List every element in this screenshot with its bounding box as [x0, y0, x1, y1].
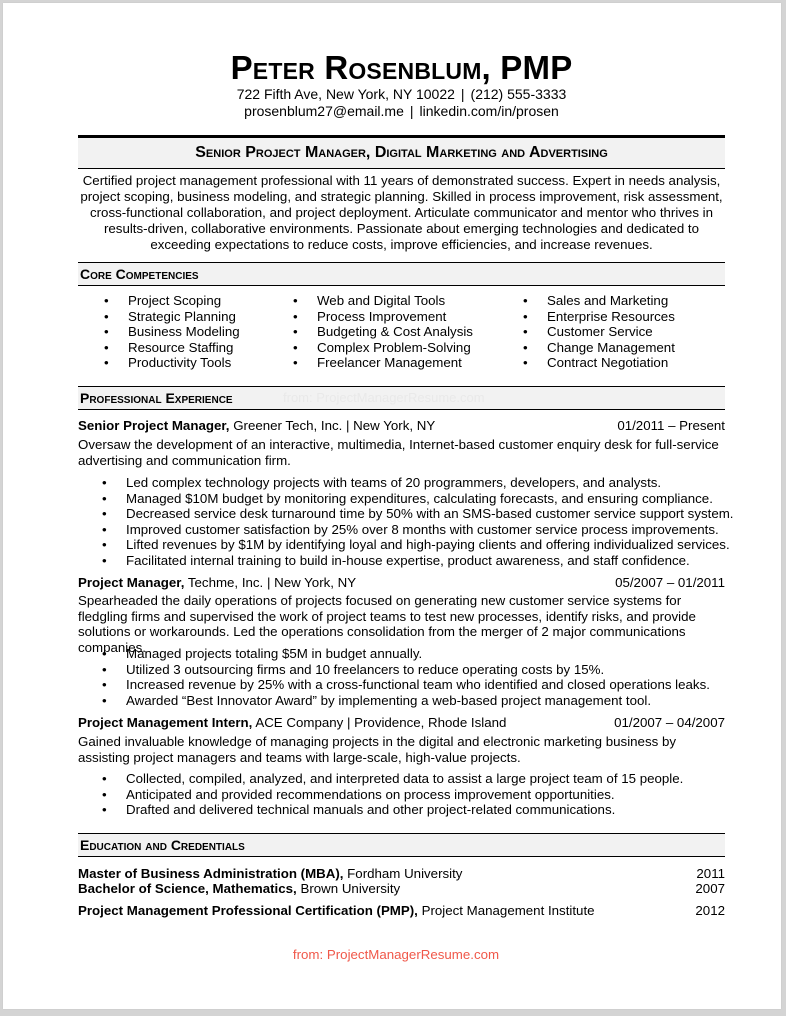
job-description: Gained invaluable knowledge of managing projects in the digital and electronic marketing business by assisting project managers and teams with large-scale, high-value projects. [78, 734, 676, 765]
competency-item: • Resource Staffing [104, 340, 240, 356]
job-header [78, 715, 725, 731]
job-company: Greener Tech, Inc. | New York, NY [229, 418, 436, 433]
watermark-text: from: ProjectManagerResume.com [283, 390, 485, 405]
competencies-column-1 [104, 293, 240, 371]
achievement-item: • Managed projects totaling $5M in budget annually. [102, 646, 725, 662]
job-title: Senior Project Manager, [78, 418, 230, 433]
source-credit: from: ProjectManagerResume.com [292, 947, 500, 962]
section-heading-competencies [78, 262, 725, 286]
education-item [78, 866, 725, 882]
education-year: 2011 [696, 866, 725, 881]
job-achievements [102, 771, 725, 818]
competency-item: • Sales and Marketing [523, 293, 675, 309]
achievement-item: • Utilized 3 outsourcing firms and 10 freelancers to reduce operating costs by 15%. [102, 662, 725, 678]
job-description: Spearheaded the daily operations of projects focused on generating new customer service systems for fledgling firms and supervised the work of project teams to test new processes, identify risks, and provide solutions or workarounds. Led the operations consolidation from the merger of 2 major communications companies. [78, 593, 696, 655]
address: 722 Fifth Ave, New York, NY 10022 [236, 86, 455, 102]
competency-item: • Enterprise Resources [523, 309, 675, 325]
competency-item: • Complex Problem-Solving [293, 340, 473, 356]
issuer: Project Management Institute [417, 903, 595, 918]
email: prosenblum27@email.me [244, 103, 404, 119]
education-item [78, 881, 725, 897]
education-year: 2012 [695, 903, 725, 918]
section-heading-experience [78, 386, 725, 410]
separator: | [460, 86, 465, 102]
job-header [78, 418, 725, 434]
job-header [78, 575, 725, 591]
competencies-column-2 [293, 293, 473, 371]
competency-item: • Contract Negotiation [523, 355, 675, 371]
achievement-item: • Lifted revenues by $1M by identifying loyal and high-paying clients and offering individualized services. [102, 537, 725, 553]
contact-line-1 [78, 86, 725, 103]
achievement-item: • Increased revenue by 25% with a cross-functional team who identified and closed operations leaks. [102, 677, 725, 693]
job-dates: 01/2011 – Present [617, 418, 725, 433]
achievement-item: • Managed $10M budget by monitoring expenditures, calculating forecasts, and ensuring compliance. [102, 491, 725, 507]
job-dates: 01/2007 – 04/2007 [614, 715, 725, 730]
achievement-item: • Led complex technology projects with teams of 20 programmers, developers, and analysts. [102, 475, 725, 491]
competency-item: • Change Management [523, 340, 675, 356]
separator: | [409, 103, 414, 119]
education-item [78, 903, 725, 919]
job-title: Project Management Intern, [78, 715, 253, 730]
candidate-name: Peter Rosenblum, PMP [230, 49, 573, 86]
professional-title: Senior Project Manager, Digital Marketing and Advertising [78, 135, 725, 169]
phone: (212) 555-3333 [470, 86, 567, 102]
contact-line-2 [78, 103, 725, 120]
job-description: Oversaw the development of an interactive, multimedia, Internet-based customer enquiry desk for full-service advertising and communication firm. [78, 437, 719, 468]
competency-item: • Budgeting & Cost Analysis [293, 324, 473, 340]
achievement-item: • Collected, compiled, analyzed, and interpreted data to assist a large project team of 15 people. [102, 771, 725, 787]
job-title: Project Manager, [78, 575, 185, 590]
job-company: Techme, Inc. | New York, NY [184, 575, 357, 590]
degree: Master of Business Administration (MBA), [78, 866, 344, 881]
job-company: ACE Company | Providence, Rhode Island [252, 715, 507, 730]
section-title: Core Competencies [80, 266, 199, 282]
competency-item: • Customer Service [523, 324, 675, 340]
section-title: Professional Experience [80, 390, 233, 406]
competency-item: • Strategic Planning [104, 309, 240, 325]
degree: Bachelor of Science, Mathematics, [78, 881, 297, 896]
education-year: 2007 [695, 881, 725, 896]
competency-item: • Web and Digital Tools [293, 293, 473, 309]
achievement-item: • Drafted and delivered technical manuals and other project-related communications. [102, 802, 725, 818]
competency-item: • Productivity Tools [104, 355, 240, 371]
competency-item: • Process Improvement [293, 309, 473, 325]
resume-page [3, 3, 781, 1009]
certification: Project Management Professional Certification (PMP), [78, 903, 418, 918]
achievement-item: • Decreased service desk turnaround time by 50% with an SMS-based customer service support system. [102, 506, 725, 522]
achievement-item: • Improved customer satisfaction by 25% over 8 months with customer service process improvements. [102, 522, 725, 538]
achievement-item: • Facilitated internal training to build in-house expertise, product awareness, and staff confidence. [102, 553, 725, 569]
competencies-column-3 [523, 293, 675, 371]
section-heading-education [78, 833, 725, 857]
section-title: Education and Credentials [80, 837, 245, 853]
summary: Certified project management professional with 11 years of demonstrated success. Expert in needs analysis, project scoping, business modeling, and strategic planning. Skilled in process improvement, risk assessment, cross-functional collaboration, and project deployment. Articulate communicator and mentor who thrives in results-driven, collaborative environments. Passionate about emerging technologies and dedicated to exceeding expectations to reduce costs, improve efficiencies, and increase revenues. [80, 173, 723, 252]
job-achievements [102, 646, 725, 708]
competency-item: • Project Scoping [104, 293, 240, 309]
school: Fordham University [343, 866, 463, 881]
achievement-item: • Awarded “Best Innovator Award” by implementing a web-based project management tool. [102, 693, 725, 709]
competency-item: • Freelancer Management [293, 355, 473, 371]
job-achievements [102, 475, 734, 569]
school: Brown University [296, 881, 401, 896]
linkedin: linkedin.com/in/prosen [419, 103, 559, 119]
job-dates: 05/2007 – 01/2011 [615, 575, 725, 590]
achievement-item: • Anticipated and provided recommendations on process improvement opportunities. [102, 787, 725, 803]
competency-item: • Business Modeling [104, 324, 240, 340]
